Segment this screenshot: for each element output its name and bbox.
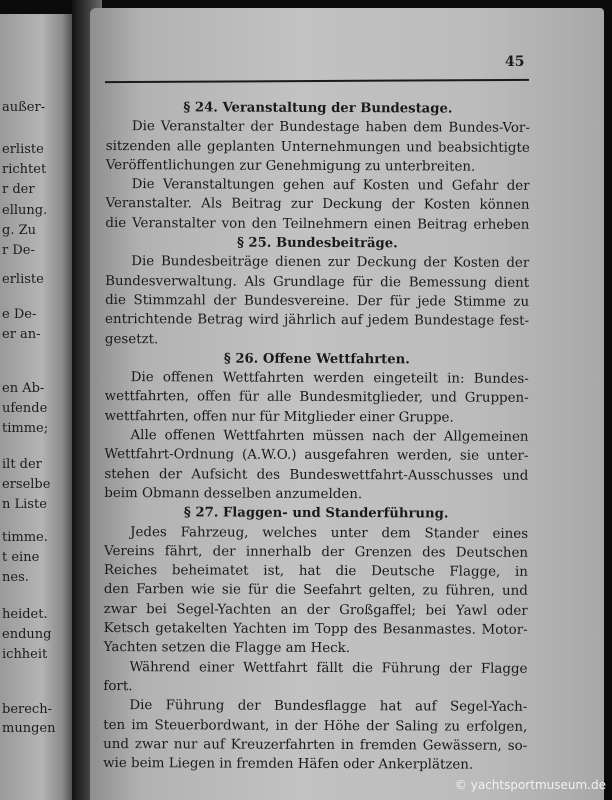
text-line: Die Führung der Bundesflagge hat auf Segel-Yach- bbox=[129, 698, 528, 716]
text-line: gesetzt. bbox=[104, 331, 159, 347]
left-page-fragment: nes. bbox=[2, 570, 29, 585]
text-line: Jedes Fahrzeug, welches unter dem Stander eines bbox=[130, 524, 529, 542]
left-page-fragment: ilt der bbox=[2, 457, 42, 472]
text-line: Yachten setzen die Flagge am Heck. bbox=[103, 640, 351, 657]
left-page-fragment: g. Zu bbox=[2, 223, 36, 238]
text-line: Die Veranstalter der Bundestage haben dem Bundes-Vor- bbox=[131, 119, 530, 137]
text-line: sitzenden alle geplanten Unternehmungen und beabsichtigte bbox=[105, 138, 530, 156]
header-rule bbox=[105, 79, 529, 83]
text-line: Vereins fährt, der innerhalb der Grenzen des Deutschen bbox=[103, 543, 529, 561]
left-page-fragment: außer- bbox=[2, 100, 46, 115]
left-page-fragment: erliste bbox=[2, 142, 44, 157]
page-number: 45 bbox=[505, 54, 525, 70]
text-line: fort. bbox=[103, 678, 133, 695]
section-heading: § 25. Bundesbeiträge. bbox=[236, 235, 398, 252]
section-heading: § 24. Veranstaltung der Bundestage. bbox=[183, 100, 453, 117]
left-page-fragment: timme; bbox=[2, 421, 49, 436]
text-line: den Farben wie sie für die Seefahrt gelten, zu führen, und bbox=[103, 582, 528, 600]
text-line: Veranstalter. Als Beitrag zur Deckung der Kosten können bbox=[105, 196, 530, 214]
text-line: beim Obmann desselben anzumelden. bbox=[104, 485, 363, 503]
left-page-fragment: r der bbox=[2, 182, 35, 197]
text-line: entrichtende Betrag wird jährlich auf jedem Bundestage fest- bbox=[104, 312, 530, 330]
text-line: Bundesverwaltung. Als Grundlage für die Bemessung dient bbox=[105, 273, 530, 291]
text-line: Wettfahrt-Ordnung (A.W.O.) ausgefahren werden, sie unter- bbox=[104, 447, 529, 465]
left-page-fragment: endung bbox=[2, 627, 52, 642]
left-page-fragment: heidet. bbox=[2, 607, 48, 622]
left-page-fragment: e De- bbox=[2, 307, 37, 322]
section-heading: § 27. Flaggen- und Standerführung. bbox=[183, 505, 449, 522]
text-line: zwar bei Segel-Yachten an der Großgaffel; bei Yawl oder bbox=[103, 601, 528, 619]
section-heading: § 26. Offene Wettfahrten. bbox=[223, 351, 410, 368]
text-line: Ketsch getakelten Yachten im Topp des Besanmastes. Motor- bbox=[103, 621, 528, 638]
text-line: Die Bundesbeiträge dienen zur Deckung der Kosten der bbox=[131, 254, 530, 272]
left-page-fragment: ichheit bbox=[2, 647, 48, 662]
text-line: Veröffentlichungen zur Genehmigung zu unterbreiten. bbox=[105, 157, 476, 175]
left-page-edge bbox=[0, 14, 76, 800]
left-page-fragment: n Liste bbox=[2, 497, 47, 512]
left-page-fragment: ufende bbox=[2, 401, 48, 416]
right-page bbox=[90, 8, 604, 800]
text-line: Während einer Wettfahrt fällt die Führung der Flagge bbox=[129, 659, 528, 677]
left-page-fragment: r De- bbox=[2, 243, 35, 258]
text-line: wie beim Liegen in fremden Häfen oder Ankerplätzen. bbox=[103, 756, 474, 773]
left-page-fragment: t eine bbox=[2, 550, 40, 565]
left-page-fragment: er an- bbox=[2, 327, 41, 342]
text-line: Alle offenen Wettfahrten müssen nach der Allgemeinen bbox=[130, 428, 529, 445]
left-page-fragment: mungen bbox=[2, 721, 56, 736]
text-line: die Veranstalter von den Teilnehmern einen Beitrag erheben bbox=[105, 215, 530, 233]
text-line: die Stimmzahl der Bundesvereine. Der für jede Stimme zu bbox=[105, 292, 530, 310]
left-page-fragment: richtet bbox=[2, 162, 47, 177]
text-line: stehen der Aufsicht des Bundeswettfahrt-Ausschusses und bbox=[104, 466, 529, 484]
text-line: ten im Steuerbordwant, in der Höhe der Saling zu erfolgen, bbox=[103, 717, 528, 735]
text-line: Die Veranstaltungen gehen auf Kosten und Gefahr der bbox=[131, 177, 530, 195]
left-page-fragment: timme. bbox=[2, 530, 48, 545]
text-line: wettfahrten, offen nur für Mitglieder einer Gruppe. bbox=[104, 408, 454, 426]
left-page-fragment: erselbe bbox=[2, 477, 51, 492]
left-page-fragment: berech- bbox=[2, 702, 52, 717]
page-text bbox=[103, 98, 530, 775]
left-page-fragment: erliste bbox=[2, 272, 44, 287]
watermark: © yachtsportmuseum.de bbox=[454, 778, 606, 792]
left-page-fragment: en Ab- bbox=[2, 381, 45, 396]
text-line: und zwar nur auf Kreuzerfahrten in fremden Gewässern, so- bbox=[103, 736, 528, 754]
left-page-fragment: ellung. bbox=[2, 203, 48, 218]
text-line: Die offenen Wettfahrten werden eingeteilt in: Bundes- bbox=[130, 370, 529, 388]
text-line: Reiches beheimatet ist, hat die Deutsche Flagge, in bbox=[103, 563, 528, 580]
text-line: wettfahrten, offen für alle Bundesmitglieder, und Gruppen- bbox=[104, 389, 529, 407]
